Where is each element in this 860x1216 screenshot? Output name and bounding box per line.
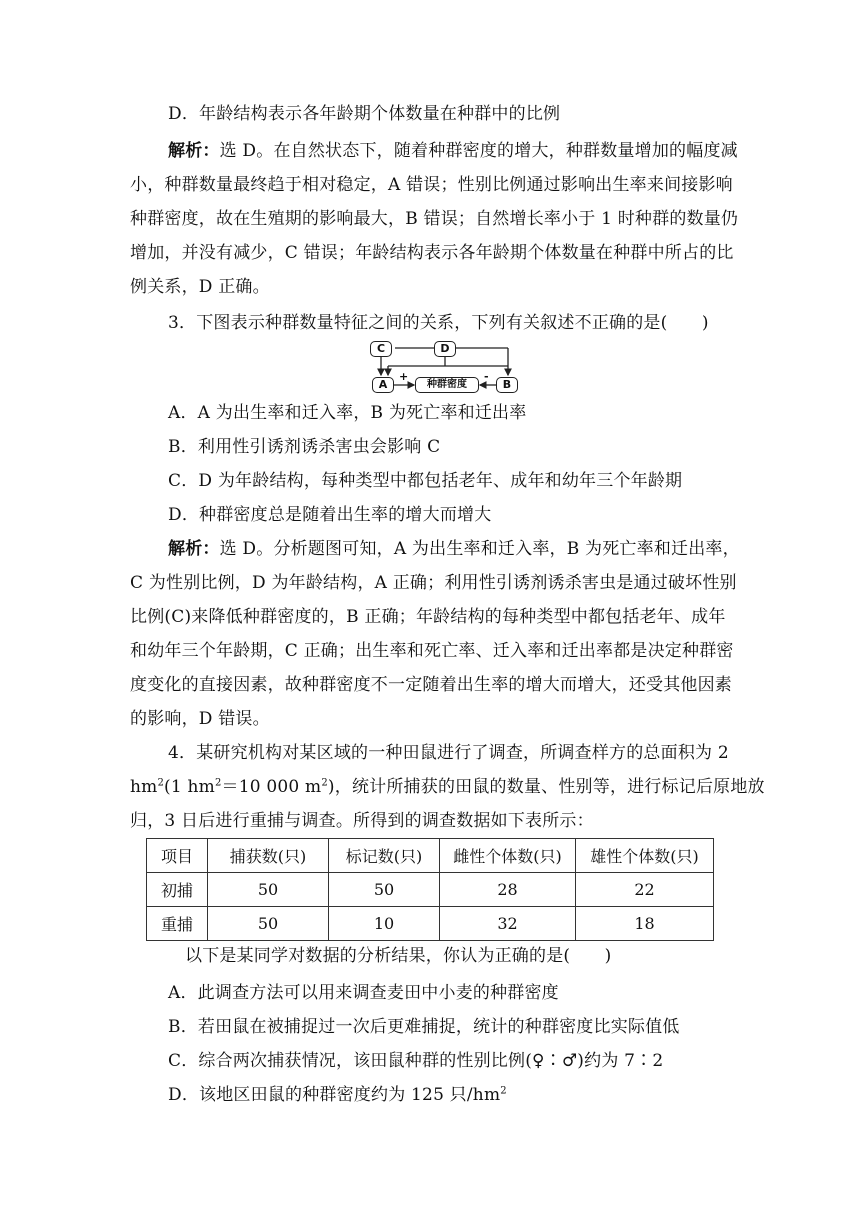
text-line: 度变化的直接因素，故种群密度不一定随着出生率的增大而增大，还受其他因素 — [130, 675, 732, 695]
table-cell: 初捕 — [147, 873, 208, 907]
text-line: 的影响，D 错误。 — [130, 709, 270, 729]
option-c: C．综合两次捕获情况，该田鼠种群的性别比例(♀∶♂)约为 7∶2 — [168, 1051, 664, 1071]
table-cell: 28 — [440, 873, 576, 907]
option-a: A．A 为出生率和迁入率，B 为死亡率和迁出率 — [168, 403, 527, 423]
survey-table — [146, 838, 714, 941]
table-header: 项目 — [147, 839, 208, 873]
table-cell: 10 — [329, 907, 440, 941]
table-header: 捕获数(只) — [208, 839, 329, 873]
diagram-node-b: B — [496, 377, 518, 393]
diagram-node-density: 种群密度 — [415, 377, 479, 393]
table-cell: 重捕 — [147, 907, 208, 941]
table-cell: 32 — [440, 907, 576, 941]
table-header: 标记数(只) — [329, 839, 440, 873]
diagram-node-d: D — [434, 341, 456, 357]
table-cell: 50 — [208, 873, 329, 907]
question-4: 4．某研究机构对某区域的一种田鼠进行了调查，所调查样方的总面积为 2 — [168, 743, 729, 763]
option-d: D．该地区田鼠的种群密度约为 125 只$/hm^2$ — [168, 1085, 507, 1105]
table-header-row — [147, 839, 714, 873]
text-line: $hm^2(1$ $hm^2=10$ 000 $m^2$)，统计所捕获的田鼠的数量、性别等，进行标记后原地放 — [130, 777, 765, 797]
question-prompt: 以下是某同学对数据的分析结果，你认为正确的是( ) — [185, 946, 612, 966]
table-cell: 22 — [576, 873, 714, 907]
table-cell: 50 — [208, 907, 329, 941]
option-d: D．种群密度总是随着出生率的增大而增大 — [168, 505, 492, 525]
table-header: 雌性个体数(只) — [440, 839, 576, 873]
table-header: 雄性个体数(只) — [576, 839, 714, 873]
analysis-line: 解析：选 D。分析题图可知，A 为出生率和迁入率，B 为死亡率和迁出率， — [168, 539, 740, 559]
table-cell: 18 — [576, 907, 714, 941]
plus-sign: + — [399, 370, 409, 383]
option-c: C．D 为年龄结构，每种类型中都包括老年、成年和幼年三个年龄期 — [168, 471, 683, 491]
text-line: 比例(C)来降低种群密度的，B 正确；年龄结构的每种类型中都包括老年、成年 — [130, 607, 726, 627]
diagram-node-c: C — [370, 341, 392, 357]
option-b: B．若田鼠在被捕捉过一次后更难捕捉，统计的种群密度比实际值低 — [168, 1017, 680, 1037]
text-line: 归，3 日后进行重捕与调查。所得到的调查数据如下表所示： — [130, 811, 594, 831]
table-row — [147, 873, 714, 907]
text-line: 例关系，D 正确。 — [130, 277, 270, 297]
text-line: 小，种群数量最终趋于相对稳定，A 错误；性别比例通过影响出生率来间接影响 — [130, 175, 733, 195]
population-diagram — [368, 340, 528, 398]
option-d-line: D．年龄结构表示各年龄期个体数量在种群中的比例 — [168, 104, 561, 124]
option-a: A．此调查方法可以用来调查麦田中小麦的种群密度 — [168, 983, 559, 1003]
text-line: C 为性别比例，D 为年龄结构，A 正确；利用性引诱剂诱杀害虫是通过破坏性别 — [130, 573, 737, 593]
analysis-line: 解析：选 D。在自然状态下，随着种群密度的增大，种群数量增加的幅度减 — [168, 141, 738, 161]
table-cell: 50 — [329, 873, 440, 907]
minus-sign: - — [484, 370, 489, 383]
text-line: 种群密度，故在生殖期的影响最大，B 错误；自然增长率小于 1 时种群的数量仍 — [130, 209, 739, 229]
question-3: 3．下图表示种群数量特征之间的关系，下列有关叙述不正确的是( ) — [168, 313, 709, 333]
option-b: B．利用性引诱剂诱杀害虫会影响 C — [168, 437, 441, 457]
text-line: 增加，并没有减少，C 错误；年龄结构表示各年龄期个体数量在种群中所占的比 — [130, 243, 734, 263]
text-line: 和幼年三个年龄期，C 正确；出生率和死亡率、迁入率和迁出率都是决定种群密 — [130, 641, 734, 661]
diagram-node-a: A — [372, 377, 394, 393]
table-row — [147, 907, 714, 941]
